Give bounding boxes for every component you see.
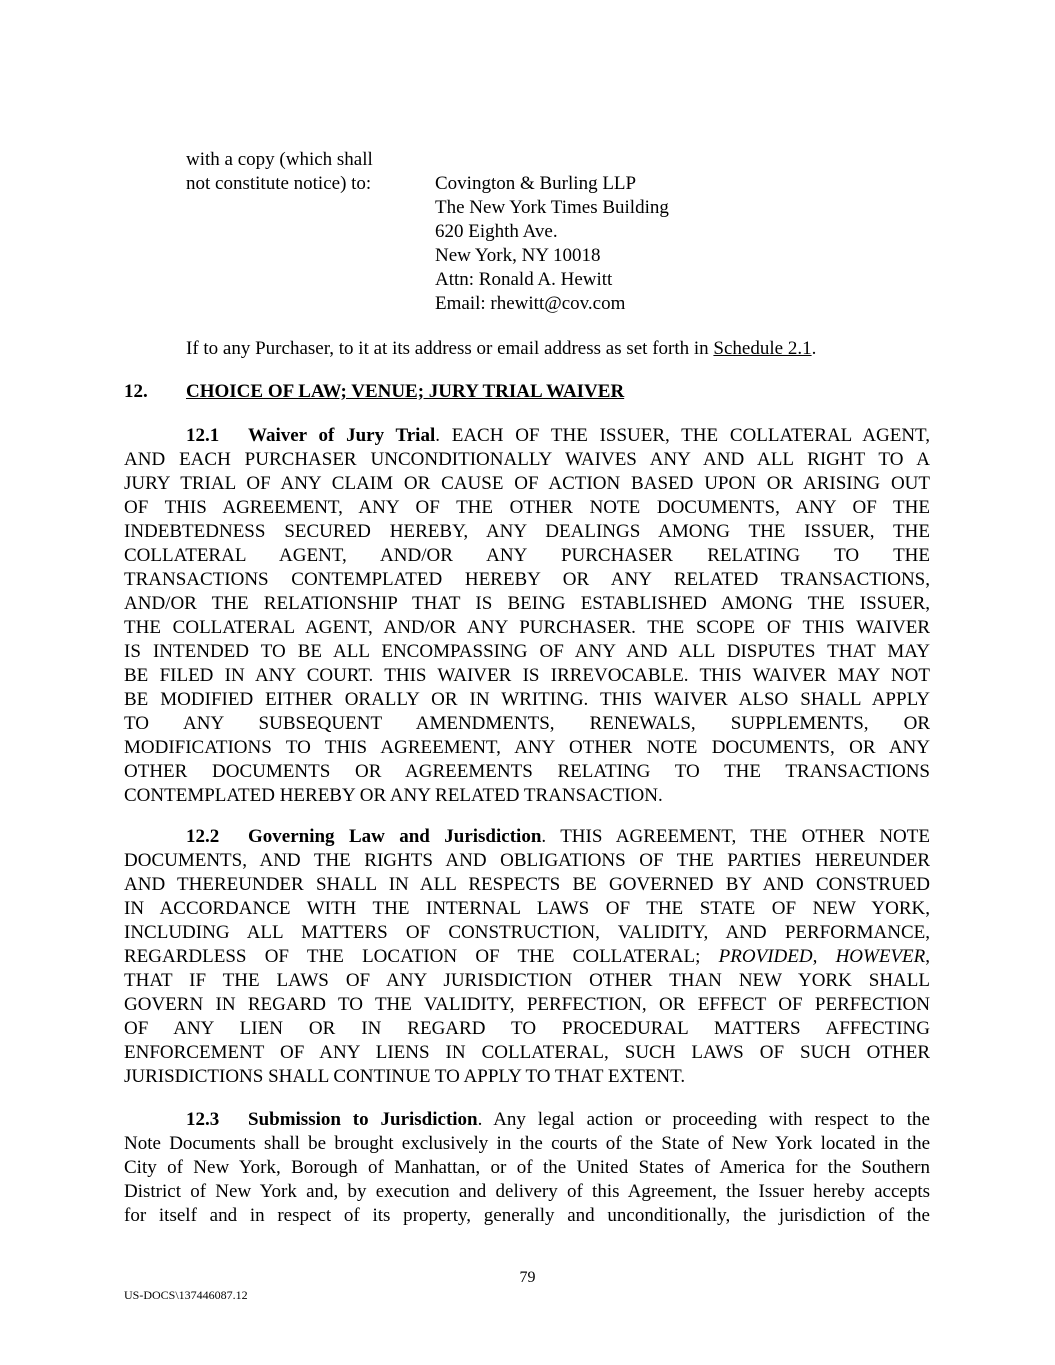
subsection-number: 12.2 — [186, 826, 220, 847]
section-number: 12. — [124, 381, 148, 402]
schedule-link[interactable]: Schedule 2.1 — [713, 338, 812, 359]
paragraph-text: . EACH OF THE ISSUER, THE COLLATERAL AGENT, — [435, 425, 930, 446]
notice-label-line: with a copy (which shall — [186, 149, 373, 170]
section-title: CHOICE OF LAW; VENUE; JURY TRIAL WAIVER — [186, 381, 625, 402]
paragraph-line: MODIFICATIONS TO THIS AGREEMENT, ANY OTHER NOTE DOCUMENTS, OR ANY — [124, 737, 930, 758]
paragraph-line: THE COLLATERAL AGENT, AND/OR ANY PURCHASER. THE SCOPE OF THIS WAIVER — [124, 617, 930, 638]
paragraph-line: OTHER DOCUMENTS OR AGREEMENTS RELATING TO THE TRANSACTIONS — [124, 761, 930, 782]
paragraph-line: AND THEREUNDER SHALL IN ALL RESPECTS BE GOVERNED BY AND CONSTRUED — [124, 874, 930, 895]
purchaser-end: . — [811, 338, 817, 359]
paragraph-line: OF THIS AGREEMENT, ANY OF THE OTHER NOTE DOCUMENTS, ANY OF THE — [124, 497, 930, 518]
paragraph-line: AND/OR THE RELATIONSHIP THAT IS BEING ESTABLISHED AMONG THE ISSUER, — [124, 593, 930, 614]
paragraph-line: BE FILED IN ANY COURT. THIS WAIVER IS IRREVOCABLE. THIS WAIVER MAY NOT — [124, 665, 930, 686]
paragraph-line: TRANSACTIONS CONTEMPLATED HEREBY OR ANY RELATED TRANSACTIONS, — [124, 569, 930, 590]
paragraph-line: Note Documents shall be brought exclusively in the courts of the State of New York located in the — [124, 1133, 930, 1154]
document-id: US-DOCS\137446087.12 — [124, 1288, 248, 1302]
paragraph-line: INDEBTEDNESS SECURED HEREBY, ANY DEALINGS AMONG THE ISSUER, THE — [124, 521, 930, 542]
address-line: New York, NY 10018 — [435, 245, 601, 266]
paragraph-line: INCLUDING ALL MATTERS OF CONSTRUCTION, VALIDITY, AND PERFORMANCE, — [124, 922, 930, 943]
purchaser-text: If to any Purchaser, to it at its address or email address as set forth in — [186, 338, 714, 359]
paragraph-line: THAT IF THE LAWS OF ANY JURISDICTION OTHER THAN NEW YORK SHALL — [124, 970, 930, 991]
subsection-number: 12.3 — [186, 1109, 220, 1130]
paragraph-line: TO ANY SUBSEQUENT AMENDMENTS, RENEWALS, SUPPLEMENTS, OR — [124, 713, 930, 734]
paragraph-line: REGARDLESS OF THE LOCATION OF THE COLLATERAL; PROVIDED, HOWEVER, — [124, 946, 930, 967]
paragraph-line: OF ANY LIEN OR IN REGARD TO PROCEDURAL MATTERS AFFECTING — [124, 1018, 930, 1039]
paragraph-line: AND EACH PURCHASER UNCONDITIONALLY WAIVES ANY AND ALL RIGHT TO A — [124, 449, 930, 470]
page-number: 79 — [519, 1269, 536, 1286]
paragraph-line: City of New York, Borough of Manhattan, or of the United States of America for the Southern — [124, 1157, 930, 1178]
section-12-3 — [124, 1108, 930, 1228]
subsection-number: 12.1 — [186, 425, 220, 446]
paragraph-line: DOCUMENTS, AND THE RIGHTS AND OBLIGATIONS OF THE PARTIES HEREUNDER — [124, 850, 930, 871]
notice-address — [435, 172, 835, 316]
address-line: 620 Eighth Ave. — [435, 221, 558, 242]
paragraph-line: ENFORCEMENT OF ANY LIENS IN COLLATERAL, SUCH LAWS OF SUCH OTHER — [124, 1042, 930, 1063]
paragraph-line: CONTEMPLATED HEREBY OR ANY RELATED TRANSACTION. — [124, 785, 663, 806]
paragraph-line: COLLATERAL AGENT, AND/OR ANY PURCHASER RELATING TO THE — [124, 545, 930, 566]
address-line: The New York Times Building — [435, 197, 669, 218]
address-line: Covington & Burling LLP — [435, 173, 637, 194]
paragraph-line: JURY TRIAL OF ANY CLAIM OR CAUSE OF ACTION BASED UPON OR ARISING OUT — [124, 473, 930, 494]
section-heading — [124, 380, 930, 404]
paragraph-line: BE MODIFIED EITHER ORALLY OR IN WRITING. THIS WAIVER ALSO SHALL APPLY — [124, 689, 930, 710]
paragraph-line: GOVERN IN REGARD TO THE VALIDITY, PERFECTION, OR EFFECT OF PERFECTION — [124, 994, 930, 1015]
paragraph-text: . Any legal action or proceeding with respect to the — [477, 1109, 930, 1130]
provided-however: PROVIDED, HOWEVER — [718, 946, 926, 967]
section-12-1 — [124, 424, 930, 808]
subsection-title: Submission to Jurisdiction — [248, 1109, 478, 1130]
paragraph-text: . THIS AGREEMENT, THE OTHER NOTE — [541, 826, 930, 847]
paragraph-line: IN ACCORDANCE WITH THE INTERNAL LAWS OF THE STATE OF NEW YORK, — [124, 898, 930, 919]
paragraph-line: JURISDICTIONS SHALL CONTINUE TO APPLY TO THAT EXTENT. — [124, 1066, 686, 1087]
address-line: Email: rhewitt@cov.com — [435, 293, 626, 314]
subsection-title: Governing Law and Jurisdiction — [248, 826, 542, 847]
subsection-title: Waiver of Jury Trial — [248, 425, 436, 446]
section-12-2 — [124, 825, 930, 1089]
paragraph-line: IS INTENDED TO BE ALL ENCOMPASSING OF ANY AND ALL DISPUTES THAT MAY — [124, 641, 930, 662]
address-line: Attn: Ronald A. Hewitt — [435, 269, 613, 290]
notice-label-line: not constitute notice) to: — [186, 173, 372, 194]
paragraph-line: District of New York and, by execution and delivery of this Agreement, the Issuer hereby accepts — [124, 1181, 930, 1202]
purchaser-paragraph — [124, 337, 930, 361]
paragraph-line: for itself and in respect of its property, generally and unconditionally, the jurisdiction of the — [124, 1205, 930, 1226]
